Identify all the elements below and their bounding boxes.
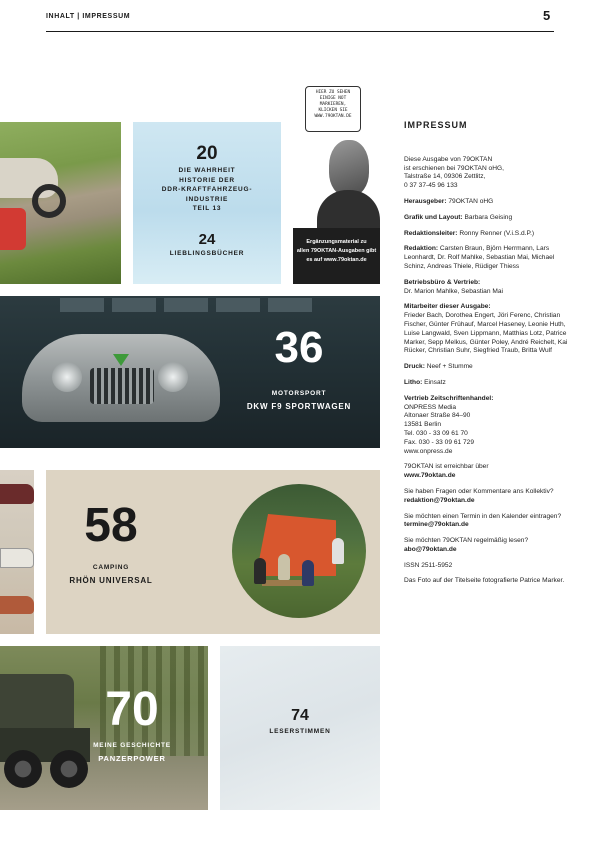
litho: Litho: Einsatz bbox=[404, 378, 446, 386]
scooter-photo[interactable] bbox=[0, 122, 121, 284]
toc-camping-tile[interactable] bbox=[46, 470, 380, 634]
garage-window bbox=[268, 298, 312, 312]
toc-history-tile[interactable] bbox=[133, 122, 281, 284]
section-header: INHALT | IMPRESSUM bbox=[46, 13, 131, 20]
camping-photo bbox=[232, 484, 366, 618]
toc-letters-number: 74 bbox=[291, 707, 309, 724]
abo-block: Sie möchten 79OKTAN regelmäßig lesen? abo@79oktan.de bbox=[404, 537, 529, 553]
druck: Druck: Neef + Stumme bbox=[404, 363, 473, 371]
car-image bbox=[0, 484, 34, 504]
garage-window bbox=[164, 298, 208, 312]
abo-email-link[interactable]: abo@79oktan.de bbox=[404, 545, 457, 553]
scooter-wheel bbox=[32, 184, 66, 218]
page-number: 5 bbox=[543, 8, 551, 23]
red-scooter bbox=[0, 208, 26, 250]
impressum-title: IMPRESSUM bbox=[404, 120, 468, 130]
person bbox=[332, 538, 344, 564]
web-block: 79OKTAN ist erreichbar über www.79oktan.de bbox=[404, 463, 489, 480]
redaktionsleiter: Redaktionsleiter: Ronny Renner (V.i.S.d.P.) bbox=[404, 229, 535, 237]
toc-motorsport-title: DKW F9 SPORTWAGEN bbox=[246, 402, 352, 411]
person bbox=[302, 560, 314, 586]
toc-camping-kicker: CAMPING bbox=[92, 564, 130, 571]
garage-window bbox=[216, 298, 260, 312]
speech-bubble: HIER ZU SEHEN EINIGE NOT MARKIEREN, KLICKEN SIE WWW.79OKTAN.DE bbox=[305, 86, 361, 132]
toc-books-number: 24 bbox=[198, 231, 216, 248]
toc-camping-number: 58 bbox=[84, 499, 138, 552]
cover-photo-credit: Das Foto auf der Titelseite fotografierte Patrice Marker. bbox=[404, 577, 565, 585]
redaktion-email-link[interactable]: redaktion@79oktan.de bbox=[404, 496, 475, 504]
fragen-block: Sie haben Fragen oder Kommentare ans Kollektiv? redaktion@79oktan.de bbox=[404, 487, 554, 504]
issn: ISSN 2511-5952 bbox=[404, 561, 453, 569]
car-image bbox=[0, 548, 34, 568]
garage-window bbox=[60, 298, 104, 312]
toc-motorsport-tile[interactable] bbox=[0, 296, 380, 448]
garage-window bbox=[112, 298, 156, 312]
portrait-shirt bbox=[317, 190, 380, 232]
website-link[interactable]: www.79oktan.de bbox=[404, 472, 456, 480]
truck-cab bbox=[0, 674, 74, 734]
portrait-head bbox=[329, 140, 369, 196]
toc-motorsport-number: 36 bbox=[274, 323, 324, 372]
tent bbox=[256, 514, 336, 576]
toc-panzer-number: 70 bbox=[105, 683, 159, 736]
grafik-layout: Grafik und Layout: Barbara Geising bbox=[404, 213, 513, 221]
person bbox=[254, 558, 266, 584]
toc-books-title: LIEBLINGSBÜCHER bbox=[169, 250, 245, 257]
extra-material-note: Ergänzungsmaterial zu allen 79OKTAN-Ausgaben gibt es auf www.79oktan.de bbox=[293, 228, 380, 284]
toc-motorsport-kicker: MOTORSPORT bbox=[271, 390, 327, 397]
toc-panzer-title: PANZERPOWER bbox=[98, 754, 166, 763]
onpress-link[interactable]: www.onpress.de bbox=[404, 447, 453, 455]
toc-history-title: DIE WAHRHEIT HISTORIE DER DDR-KRAFTFAHRZEUG- INDUSTRIE TEIL 13 bbox=[161, 167, 253, 212]
portrait-tile[interactable] bbox=[293, 86, 380, 284]
herausgeber: Herausgeber: 79OKTAN oHG bbox=[404, 197, 494, 205]
termin-block: Sie möchten einen Termin in den Kalender eintragen? termine@79oktan.de bbox=[404, 512, 562, 529]
impressum-column bbox=[404, 121, 576, 593]
toc-camping-title: RHÖN UNIVERSAL bbox=[69, 576, 153, 585]
vintage-cars-photo[interactable] bbox=[0, 470, 34, 634]
termine-email-link[interactable]: termine@79oktan.de bbox=[404, 521, 469, 529]
headlight-right bbox=[158, 362, 188, 392]
car-grille bbox=[90, 368, 154, 404]
toc-letters-title: LESERSTIMMEN bbox=[269, 728, 331, 735]
toc-history-number: 20 bbox=[196, 143, 218, 164]
headlight-left bbox=[52, 362, 82, 392]
toc-letters-tile[interactable] bbox=[220, 646, 380, 810]
person bbox=[278, 554, 290, 580]
toc-panzer-tile[interactable] bbox=[0, 646, 208, 810]
publisher-block: Diese Ausgabe von 79OKTAN ist erschienen bei 79OKTAN oHG, Talstraße 14, 09306 Zettlitz, 0 37 37-45 96 133 bbox=[404, 155, 504, 190]
betriebsbuero: Betriebsbüro & Vertrieb: Dr. Marion Mahlke, Sebastian Mai bbox=[404, 278, 503, 295]
car-image bbox=[0, 596, 34, 614]
header-divider bbox=[46, 31, 554, 32]
vertrieb: Vertrieb Zeitschriftenhandel: ONPRESS Media Altonaer Straße 84–90 13581 Berlin Tel. 030 - 33 09 61 70 Fax. 030 - 33 09 61 729 www.onpress.de bbox=[404, 395, 576, 457]
toc-panzer-kicker: MEINE GESCHICHTE bbox=[93, 742, 171, 749]
truck-wheel bbox=[4, 750, 42, 788]
mitarbeiter: Mitarbeiter dieser Ausgabe: Frieder Bach, Dorothea Engert, Jöri Ferenc, Christian Fischer, Günter Frühauf, Marcel Haseney, Leonie Huth, Luise Langwald, Sven Lippmann, Matthias Lotz, Patrice Marker, Sepp Melkus, Günter Poley, André Reichelt, Kai Rücker, Christian Suhr, Siegfried Traub, Britta Wulf bbox=[404, 303, 568, 355]
redaktion: Redaktion: Carsten Braun, Björn Herrmann, Lars Leonhardt, Dr. Rolf Mahlke, Sebastian Mai, Michael Schinz, Andreas Thiele, Rüdiger Thiess bbox=[404, 245, 555, 270]
